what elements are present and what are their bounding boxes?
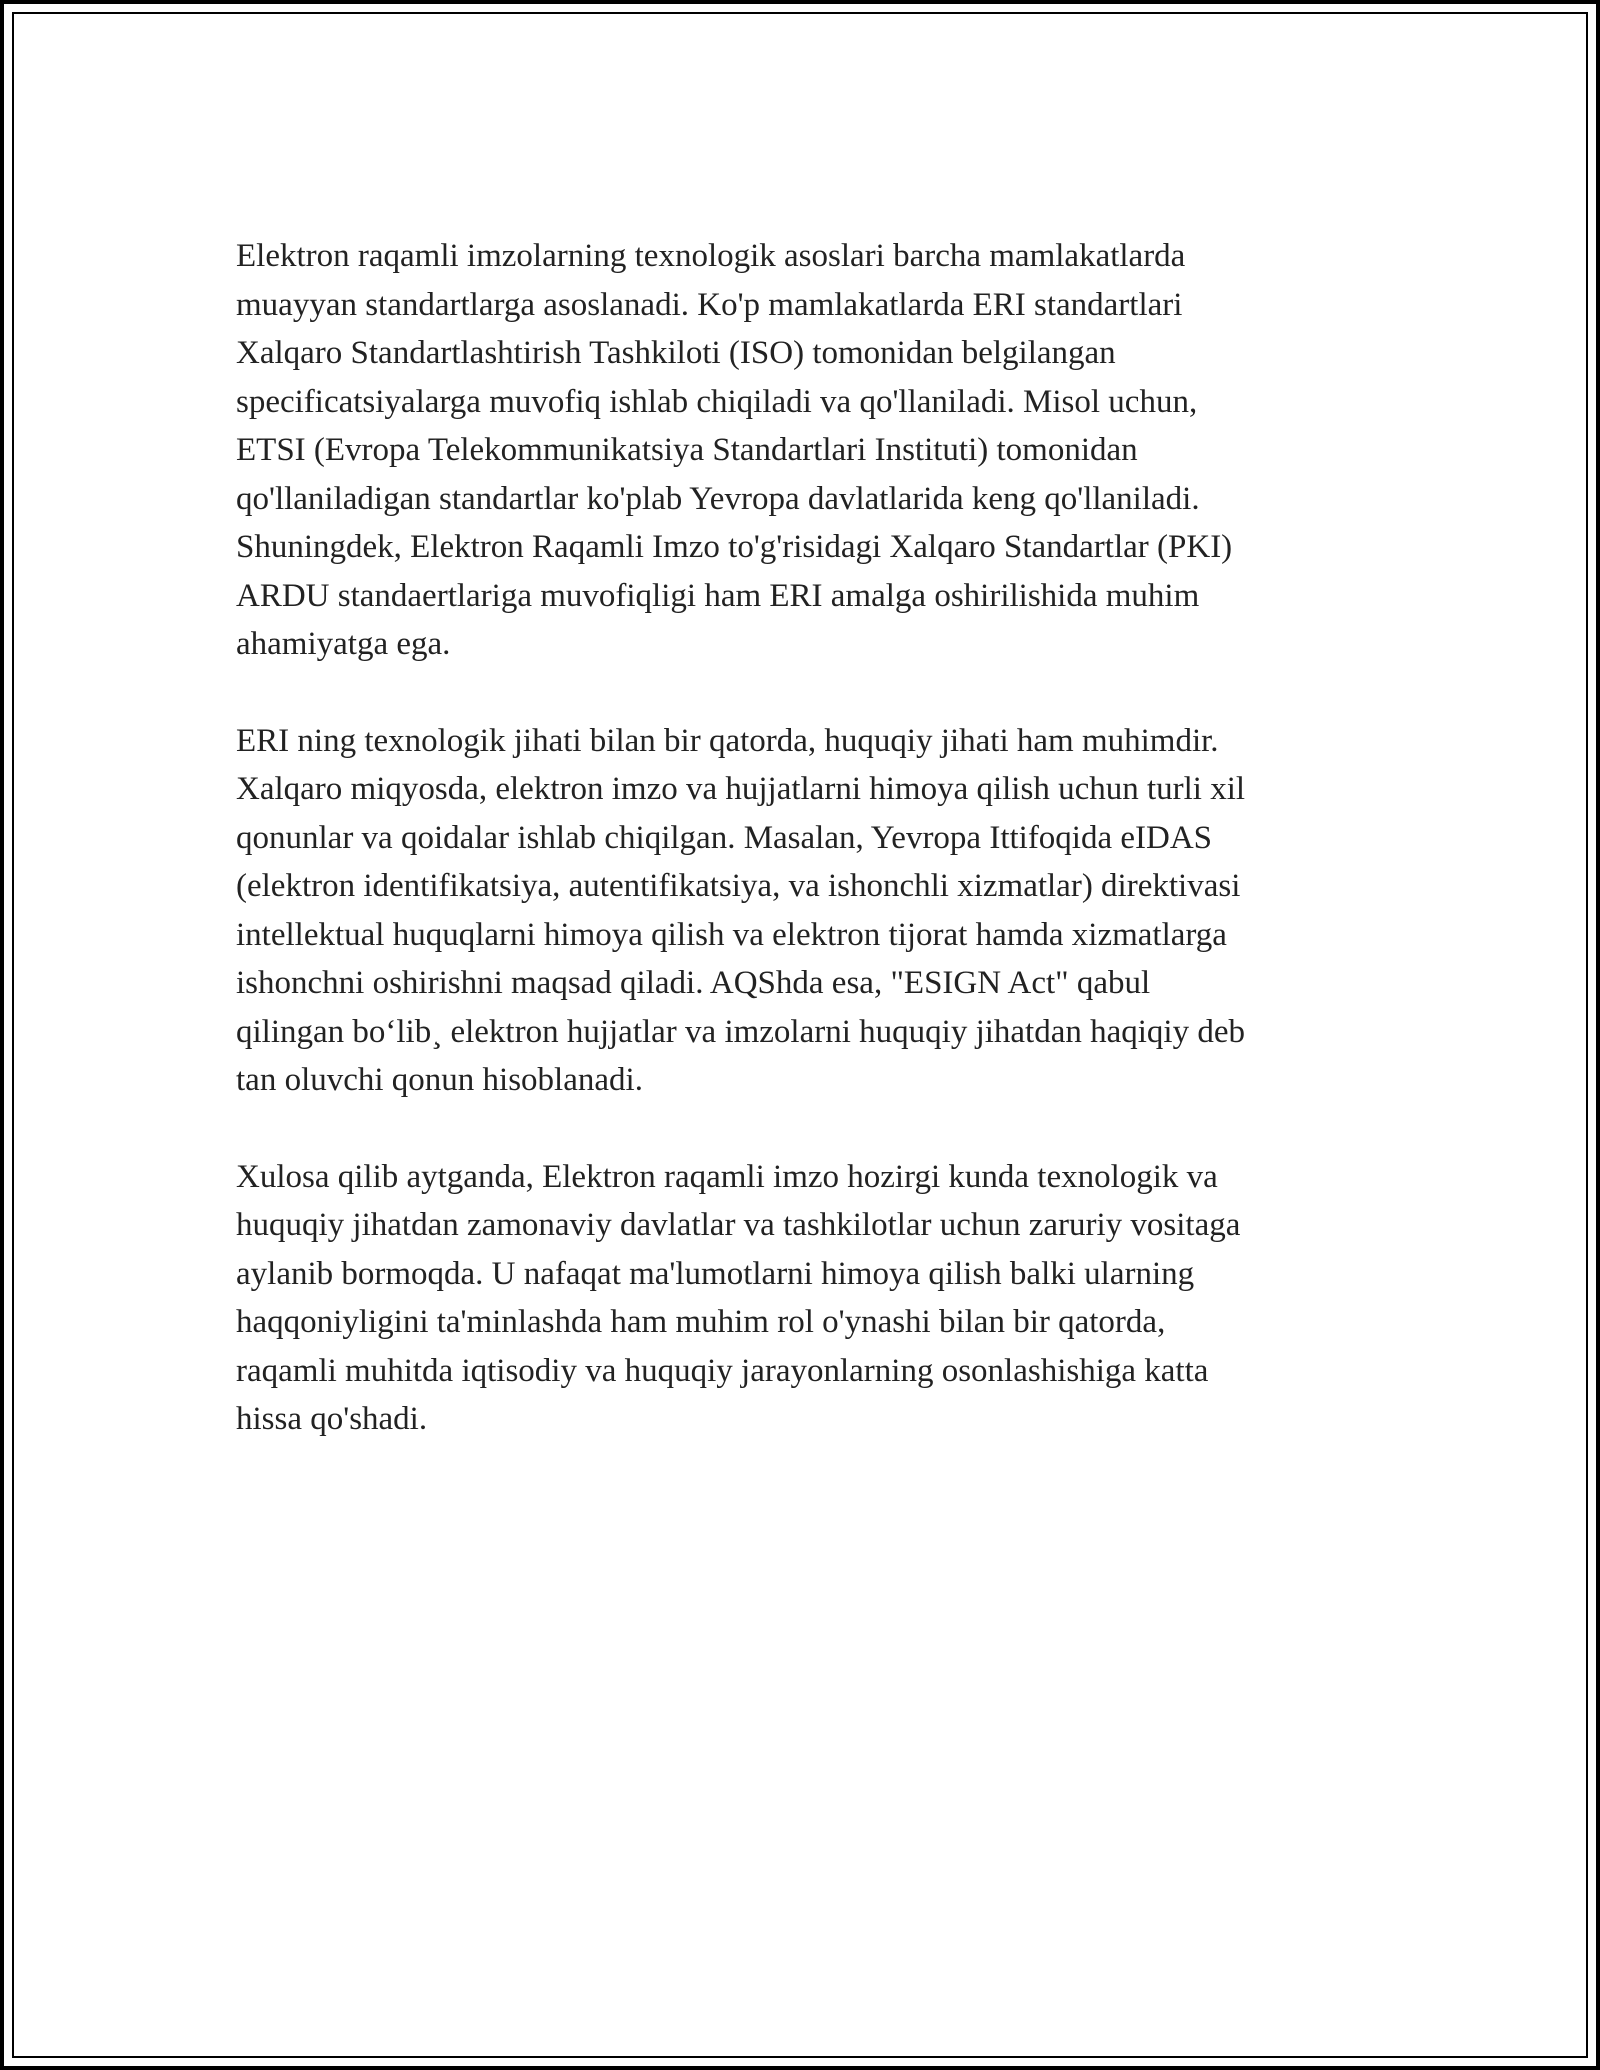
paragraph-conclusion: Xulosa qilib aytganda, Elektron raqamli imzo hozirgi kunda texnologik va huquqiy jihatdan zamonaviy davlatlar va tashkilotlar uchun zaruriy vositaga aylanib bormoqda. U nafaqat ma'lumotlarni himoya qilish balki ularning haqqoniyligini ta'minlashda ham muhim rol o'ynashi bilan bir qatorda, raqamli muhitda iqtisodiy va huquqiy jarayonlarning osonlashishiga katta hissa qo'shadi. [236,1158,1241,1437]
paragraph-legal-aspects: ERI ning texnologik jihati bilan bir qatorda, huquqiy jihati ham muhimdir. Xalqaro miqyosda, elektron imzo va hujjatlarni himoya qilish uchun turli xil qonunlar va qoidalar ishlab chiqilgan. Masalan, Yevropa Ittifoqida eIDAS (elektron identifikatsiya, autentifikatsiya, va ishonchli xizmatlar) direktivasi intellektual huquqlarni himoya qilish va elektron tijorat hamda xizmatlarga ishonchni oshirishni maqsad qiladi. AQShda esa, "ESIGN Act" qabul qilingan bo‘lib¸ elektron hujjatlar va imzolarni huquqiy jihatdan haqiqiy deb tan oluvchi qonun hisoblanadi. [236,722,1246,1098]
document-body [236,232,1366,1492]
paragraph-technology-standards: Elektron raqamli imzolarning texnologik asoslari barcha mamlakatlarda muayyan standartlarga asoslanadi. Ko'p mamlakatlarda ERI standartlari Xalqaro Standartlashtirish Tashkiloti (ISO) tomonidan belgilangan specificatsiyalarga muvofiq ishlab chiqiladi va qo'llaniladi. Misol uchun, ETSI (Evropa Telekommunikatsiya Standartlari Instituti) tomonidan qo'llaniladigan standartlar ko'plab Yevropa davlatlarida keng qo'llaniladi. Shuningdek, Elektron Raqamli Imzo to'g'risidagi Xalqaro Standartlar (PKI) ARDU standaertlariga muvofiqligi ham ERI amalga oshirilishida muhim ahamiyatga ega. [236,238,1233,662]
